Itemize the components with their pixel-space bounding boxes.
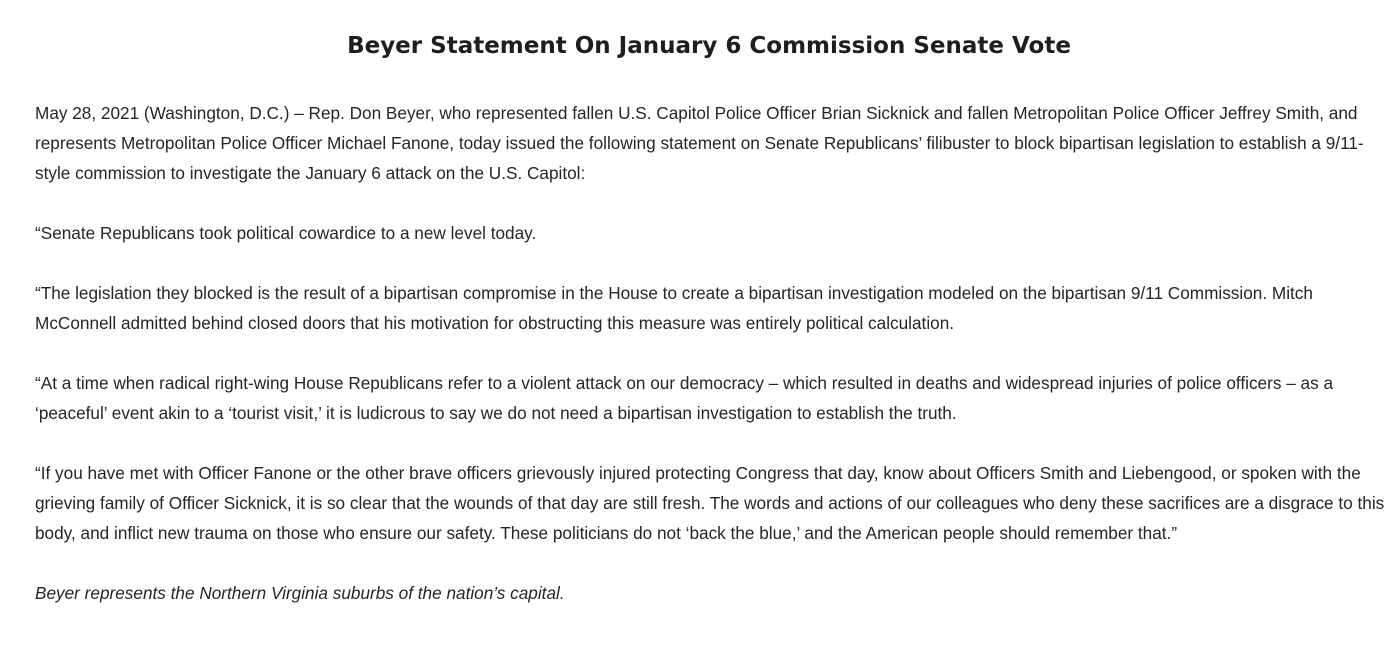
paragraph-quote-2: “The legislation they blocked is the result of a bipartisan compromise in the House to create a bipartisan investigation modeled on the bipartisan 9/11 Commission. Mitch McConnell admitted behind closed doors that his motivation for obstructing this measure was entirely political calculation. — [35, 283, 1313, 333]
article-body — [35, 98, 1385, 608]
paragraph-quote-4: “If you have met with Officer Fanone or the other brave officers grievously injured protecting Congress that day, know about Officers Smith and Liebengood, or spoken with the grieving family of Officer Sicknick, it is so clear that the wounds of that day are still fresh. The words and actions of our colleagues who deny these sacrifices are a disgrace to this body, and inflict new trauma on those who ensure our safety. These politicians do not ‘back the blue,’ and the American people should remember that.” — [35, 463, 1385, 543]
paragraph-quote-1: “Senate Republicans took political cowardice to a new level today. — [35, 223, 537, 243]
page-title: Beyer Statement On January 6 Commission Senate Vote — [347, 33, 1071, 59]
paragraph-intro: May 28, 2021 (Washington, D.C.) – Rep. Don Beyer, who represented fallen U.S. Capitol Police Officer Brian Sicknick and fallen Metropolitan Police Officer Jeffrey Smith, and represents Metropolitan Police Officer Michael Fanone, today issued the following statement on Senate Republicans’ filibuster to block bipartisan legislation to establish a 9/11-style commission to investigate the January 6 attack on the U.S. Capitol: — [35, 103, 1364, 183]
paragraph-quote-3: “At a time when radical right-wing House Republicans refer to a violent attack on our democracy – which resulted in deaths and widespread injuries of police officers – as a ‘peaceful’ event akin to a ‘tourist visit,’ it is ludicrous to say we do not need a bipartisan investigation to establish the truth. — [35, 373, 1334, 423]
closing-note: Beyer represents the Northern Virginia suburbs of the nation’s capital. — [35, 583, 565, 603]
